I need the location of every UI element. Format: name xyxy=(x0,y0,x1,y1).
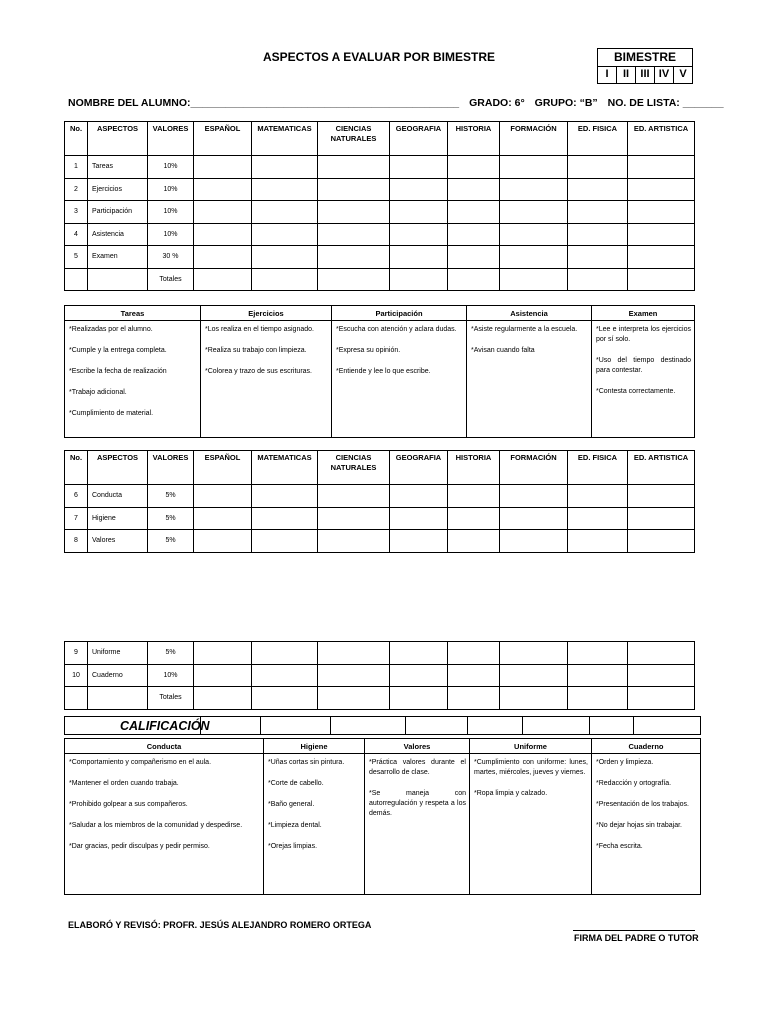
score-cell[interactable] xyxy=(628,507,695,530)
criteria-item: *Prohibido golpear a sus compañeros. xyxy=(69,801,188,808)
row-aspect: Asistencia xyxy=(88,223,148,246)
criteria-table-1 xyxy=(64,305,695,438)
score-cell[interactable] xyxy=(448,201,500,224)
row-value: Totales xyxy=(148,687,194,710)
row-value: Totales xyxy=(148,268,194,291)
score-cell[interactable] xyxy=(318,485,390,508)
score-cell[interactable] xyxy=(390,507,448,530)
criteria-item: *Dar gracias, pedir disculpas y pedir permiso. xyxy=(69,843,210,850)
row-value: 10% xyxy=(148,223,194,246)
table-row xyxy=(65,507,695,530)
criteria-item: *Contesta correctamente. xyxy=(596,388,676,395)
score-cell[interactable] xyxy=(194,507,252,530)
score-cell[interactable] xyxy=(628,156,695,179)
row-value: 10% xyxy=(148,178,194,201)
row-aspect: Uniforme xyxy=(88,642,148,665)
criteria-item: *Redacción y ortografía. xyxy=(596,780,672,787)
criteria-cell-asistencia xyxy=(467,321,592,438)
score-cell[interactable] xyxy=(628,178,695,201)
score-cell[interactable] xyxy=(628,642,695,665)
row-number: 9 xyxy=(65,642,88,665)
score-cell[interactable] xyxy=(568,485,628,508)
score-cell[interactable] xyxy=(252,178,318,201)
score-cell[interactable] xyxy=(318,664,390,687)
column-header-ed-fisica: ED. FISICA xyxy=(568,122,628,156)
criteria-item: *Limpieza dental. xyxy=(268,822,322,829)
criteria-header-ejercicios: Ejercicios xyxy=(201,306,332,321)
score-cell[interactable] xyxy=(194,268,252,291)
column-header-no: No. xyxy=(65,122,88,156)
score-cell[interactable] xyxy=(252,664,318,687)
score-cell[interactable] xyxy=(500,507,568,530)
grade-cell[interactable] xyxy=(634,717,701,735)
score-cell[interactable] xyxy=(628,664,695,687)
score-cell[interactable] xyxy=(318,268,390,291)
score-cell[interactable] xyxy=(500,485,568,508)
grade-label: GRADO: 6° xyxy=(469,97,525,109)
score-cell[interactable] xyxy=(568,156,628,179)
criteria-item: *Fecha escrita. xyxy=(596,843,643,850)
score-cell[interactable] xyxy=(194,223,252,246)
criteria-item: *Presentación de los trabajos. xyxy=(596,801,689,808)
criteria-cell-tareas xyxy=(65,321,201,438)
score-cell[interactable] xyxy=(568,687,628,710)
score-cell[interactable] xyxy=(252,687,318,710)
score-cell[interactable] xyxy=(390,246,448,269)
criteria-cell-higiene xyxy=(264,754,365,895)
criteria-item: *Orejas limpias. xyxy=(268,843,318,850)
row-aspect: Cuaderno xyxy=(88,664,148,687)
column-header-matematicas: MATEMATICAS xyxy=(252,451,318,485)
criteria-item: *Uñas cortas sin pintura. xyxy=(268,759,345,766)
criteria-item: *Baño general. xyxy=(268,801,315,808)
list-number-label: NO. DE LISTA: xyxy=(607,97,680,109)
row-number xyxy=(65,687,88,710)
criteria-item: *Corte de cabello. xyxy=(268,780,324,787)
score-cell[interactable] xyxy=(448,223,500,246)
column-header-historia: HISTORIA xyxy=(448,451,500,485)
score-cell[interactable] xyxy=(318,530,390,553)
student-name-label: NOMBRE DEL ALUMNO: xyxy=(68,97,191,109)
row-aspect xyxy=(88,268,148,291)
group-label: GRUPO: “B” xyxy=(534,97,598,109)
criteria-header-participacion: Participación xyxy=(332,306,467,321)
score-cell[interactable] xyxy=(448,485,500,508)
column-header-ciencias-naturales: CIENCIAS NATURALES xyxy=(318,451,390,485)
score-cell[interactable] xyxy=(448,664,500,687)
score-cell[interactable] xyxy=(500,201,568,224)
table-row xyxy=(65,530,695,553)
grade-cell[interactable] xyxy=(590,717,634,735)
grade-cell[interactable] xyxy=(468,717,523,735)
row-aspect: Participación xyxy=(88,201,148,224)
score-cell[interactable] xyxy=(448,156,500,179)
criteria-item: *Comportamiento y compañerismo en el aula. xyxy=(69,759,212,766)
table-row xyxy=(65,201,695,224)
row-aspect: Conducta xyxy=(88,485,148,508)
criteria-item: *Cumplimiento con uniforme: lunes, martes, miércoles, jueves y viernes. xyxy=(474,759,588,776)
grade-cell[interactable] xyxy=(261,717,331,735)
score-cell[interactable] xyxy=(500,664,568,687)
row-value: 10% xyxy=(148,201,194,224)
criteria-item: *Lee e interpreta los ejercicios por sí solo. xyxy=(596,326,691,343)
score-cell[interactable] xyxy=(390,642,448,665)
criteria-item: *Mantener el orden cuando trabaja. xyxy=(69,780,179,787)
row-value: 5% xyxy=(148,507,194,530)
score-cell[interactable] xyxy=(500,687,568,710)
score-cell[interactable] xyxy=(390,687,448,710)
row-value: 5% xyxy=(148,485,194,508)
row-aspect: Tareas xyxy=(88,156,148,179)
column-header-ciencias-naturales: CIENCIAS NATURALES xyxy=(318,122,390,156)
bimestre-option-3[interactable]: III xyxy=(636,67,655,83)
grade-cell[interactable] xyxy=(523,717,590,735)
column-header-ed-artistica: ED. ARTISTICA xyxy=(628,122,695,156)
score-cell[interactable] xyxy=(448,507,500,530)
criteria-table-2 xyxy=(64,738,701,895)
criteria-cell-participacion xyxy=(332,321,467,438)
score-cell[interactable] xyxy=(318,687,390,710)
score-cell[interactable] xyxy=(194,246,252,269)
criteria-item: *Cumplimiento de material. xyxy=(69,410,154,417)
criteria-item: *Expresa su opinión. xyxy=(336,347,401,354)
row-number: 7 xyxy=(65,507,88,530)
column-header-ed-artistica: ED. ARTISTICA xyxy=(628,451,695,485)
score-cell[interactable] xyxy=(390,530,448,553)
row-number: 8 xyxy=(65,530,88,553)
list-number-field[interactable]: _______ xyxy=(682,97,724,109)
bimestre-option-5[interactable]: V xyxy=(679,68,687,80)
criteria-item: *Cumple y la entrega completa. xyxy=(69,347,167,354)
student-info-line xyxy=(68,97,724,109)
row-value: 5% xyxy=(148,642,194,665)
score-cell[interactable] xyxy=(318,246,390,269)
score-cell[interactable] xyxy=(318,156,390,179)
criteria-cell-ejercicios xyxy=(201,321,332,438)
row-number: 5 xyxy=(65,246,88,269)
criteria-item: *Saludar a los miembros de la comunidad y despedirse. xyxy=(69,822,243,829)
criteria-item: *Colorea y trazo de sus escrituras. xyxy=(205,368,312,375)
score-cell[interactable] xyxy=(318,642,390,665)
row-aspect: Examen xyxy=(88,246,148,269)
score-cell[interactable] xyxy=(194,178,252,201)
criteria-cell-conducta xyxy=(65,754,264,895)
score-cell[interactable] xyxy=(500,530,568,553)
score-cell[interactable] xyxy=(390,201,448,224)
score-cell[interactable] xyxy=(390,156,448,179)
column-header-geografia: GEOGRAFIA xyxy=(390,122,448,156)
score-cell[interactable] xyxy=(390,664,448,687)
criteria-item: *Avisan cuando falta xyxy=(471,347,535,354)
criteria-item: *Uso del tiempo destinado para contestar. xyxy=(596,357,691,374)
criteria-header-higiene: Higiene xyxy=(264,739,365,754)
table-header-row xyxy=(65,451,695,485)
row-number: 1 xyxy=(65,156,88,179)
score-cell[interactable] xyxy=(628,246,695,269)
score-cell[interactable] xyxy=(568,530,628,553)
criteria-item: *Realizadas por el alumno. xyxy=(69,326,153,333)
score-cell[interactable] xyxy=(500,246,568,269)
score-cell[interactable] xyxy=(448,530,500,553)
score-cell[interactable] xyxy=(500,642,568,665)
column-header-valores: VALORES xyxy=(148,451,194,485)
criteria-cell-cuaderno xyxy=(592,754,701,895)
score-cell[interactable] xyxy=(194,530,252,553)
row-aspect: Valores xyxy=(88,530,148,553)
row-number: 2 xyxy=(65,178,88,201)
table-row xyxy=(65,156,695,179)
score-cell[interactable] xyxy=(318,507,390,530)
column-header-aspectos: ASPECTOS xyxy=(88,122,148,156)
score-cell[interactable] xyxy=(252,485,318,508)
table-row xyxy=(65,664,695,687)
score-cell[interactable] xyxy=(628,268,695,291)
criteria-header-uniforme: Uniforme xyxy=(470,739,592,754)
document-title: ASPECTOS A EVALUAR POR BIMESTRE xyxy=(262,50,496,64)
row-aspect xyxy=(88,687,148,710)
calificacion-label: CALIFICACIÓN xyxy=(65,717,201,735)
score-cell[interactable] xyxy=(252,246,318,269)
score-cell[interactable] xyxy=(194,156,252,179)
criteria-cell-valores xyxy=(365,754,470,895)
table-row xyxy=(65,246,695,269)
criteria-header-examen: Examen xyxy=(592,306,695,321)
row-value: 10% xyxy=(148,664,194,687)
score-cell[interactable] xyxy=(194,687,252,710)
criteria-item: *Trabajo adicional. xyxy=(69,389,127,396)
score-cell[interactable] xyxy=(568,664,628,687)
score-cell[interactable] xyxy=(252,642,318,665)
column-header-valores: VALORES xyxy=(148,122,194,156)
row-aspect: Higiene xyxy=(88,507,148,530)
score-cell[interactable] xyxy=(448,687,500,710)
score-cell[interactable] xyxy=(568,268,628,291)
row-aspect: Ejercicios xyxy=(88,178,148,201)
score-cell[interactable] xyxy=(390,268,448,291)
score-cell[interactable] xyxy=(194,664,252,687)
row-value: 5% xyxy=(148,530,194,553)
criteria-header-tareas: Tareas xyxy=(65,306,201,321)
column-header-formacion: FORMACIÓN xyxy=(500,122,568,156)
criteria-header-asistencia: Asistencia xyxy=(467,306,592,321)
score-cell[interactable] xyxy=(194,485,252,508)
column-header-ed-fisica: ED. FISICA xyxy=(568,451,628,485)
aspects-table-2 xyxy=(64,450,695,553)
table-header-row xyxy=(65,122,695,156)
score-cell[interactable] xyxy=(500,156,568,179)
criteria-item: *Entiende y lee lo que escribe. xyxy=(336,368,431,375)
criteria-item: *Práctica valores durante el desarrollo de clase. xyxy=(369,759,466,776)
table-row xyxy=(65,268,695,291)
score-cell[interactable] xyxy=(568,201,628,224)
table-row xyxy=(65,687,695,710)
row-number xyxy=(65,268,88,291)
column-header-formacion: FORMACIÓN xyxy=(500,451,568,485)
student-name-field[interactable]: ______________________________________________ xyxy=(190,97,460,109)
column-header-geografia: GEOGRAFIA xyxy=(390,451,448,485)
score-cell[interactable] xyxy=(390,223,448,246)
criteria-header-valores: Valores xyxy=(365,739,470,754)
criteria-cell-examen xyxy=(592,321,695,438)
row-number: 10 xyxy=(65,664,88,687)
score-cell[interactable] xyxy=(628,223,695,246)
column-header-matematicas: MATEMATICAS xyxy=(252,122,318,156)
bimestre-option-4[interactable]: IV xyxy=(655,67,674,83)
score-cell[interactable] xyxy=(448,268,500,291)
score-cell[interactable] xyxy=(568,507,628,530)
row-number: 6 xyxy=(65,485,88,508)
criteria-item: *Asiste regularmente a la escuela. xyxy=(471,326,578,333)
criteria-item: *Se maneja con autorregulación y respeta a los demás. xyxy=(369,790,466,817)
grade-cell[interactable] xyxy=(406,717,468,735)
score-cell[interactable] xyxy=(568,246,628,269)
score-cell[interactable] xyxy=(390,485,448,508)
signature-label: FIRMA DEL PADRE O TUTOR xyxy=(574,933,699,943)
score-cell[interactable] xyxy=(390,178,448,201)
score-cell[interactable] xyxy=(568,178,628,201)
table-row xyxy=(65,485,695,508)
score-cell[interactable] xyxy=(194,642,252,665)
criteria-header-cuaderno: Cuaderno xyxy=(592,739,701,754)
score-cell[interactable] xyxy=(318,178,390,201)
prepared-by: ELABORÓ Y REVISÓ: PROFR. JESÚS ALEJANDRO ROMERO ORTEGA xyxy=(68,920,372,930)
criteria-item: *Escribe la fecha de realización xyxy=(69,368,167,375)
calificacion-row xyxy=(64,716,701,735)
score-cell[interactable] xyxy=(628,687,695,710)
score-cell[interactable] xyxy=(500,268,568,291)
column-header-no: No. xyxy=(65,451,88,485)
score-cell[interactable] xyxy=(252,507,318,530)
bimestre-box xyxy=(597,48,693,84)
grade-cell[interactable] xyxy=(331,717,406,735)
criteria-header-conducta: Conducta xyxy=(65,739,264,754)
column-header-espanol: ESPAÑOL xyxy=(194,122,252,156)
score-cell[interactable] xyxy=(500,178,568,201)
criteria-item: *Ropa limpia y calzado. xyxy=(474,790,548,797)
column-header-historia: HISTORIA xyxy=(448,122,500,156)
score-cell[interactable] xyxy=(448,246,500,269)
criteria-item: *Los realiza en el tiempo asignado. xyxy=(205,326,314,333)
criteria-cell-uniforme xyxy=(470,754,592,895)
score-cell[interactable] xyxy=(252,156,318,179)
table-row xyxy=(65,178,695,201)
signature-line[interactable] xyxy=(573,919,695,931)
bimestre-option-2[interactable]: II xyxy=(617,67,636,83)
row-value: 10% xyxy=(148,156,194,179)
criteria-item: *Orden y limpieza. xyxy=(596,759,654,766)
aspects-table-3 xyxy=(64,641,695,710)
score-cell[interactable] xyxy=(252,530,318,553)
score-cell[interactable] xyxy=(628,485,695,508)
table-row xyxy=(65,223,695,246)
row-value: 30 % xyxy=(148,246,194,269)
score-cell[interactable] xyxy=(628,201,695,224)
column-header-aspectos: ASPECTOS xyxy=(88,451,148,485)
row-number: 4 xyxy=(65,223,88,246)
bimestre-option-1[interactable]: I xyxy=(598,67,617,83)
score-cell[interactable] xyxy=(318,201,390,224)
row-number: 3 xyxy=(65,201,88,224)
criteria-item: *No dejar hojas sin trabajar. xyxy=(596,822,682,829)
score-cell[interactable] xyxy=(628,530,695,553)
score-cell[interactable] xyxy=(252,223,318,246)
score-cell[interactable] xyxy=(318,223,390,246)
criteria-item: *Escucha con atención y aclara dudas. xyxy=(336,326,457,333)
score-cell[interactable] xyxy=(568,223,628,246)
score-cell[interactable] xyxy=(568,642,628,665)
table-row xyxy=(65,642,695,665)
score-cell[interactable] xyxy=(448,178,500,201)
score-cell[interactable] xyxy=(252,201,318,224)
bimestre-label: BIMESTRE xyxy=(598,49,692,67)
score-cell[interactable] xyxy=(194,201,252,224)
aspects-table-1 xyxy=(64,121,695,291)
column-header-espanol: ESPAÑOL xyxy=(194,451,252,485)
criteria-item: *Realiza su trabajo con limpieza. xyxy=(205,347,307,354)
score-cell[interactable] xyxy=(500,223,568,246)
score-cell[interactable] xyxy=(448,642,500,665)
score-cell[interactable] xyxy=(252,268,318,291)
